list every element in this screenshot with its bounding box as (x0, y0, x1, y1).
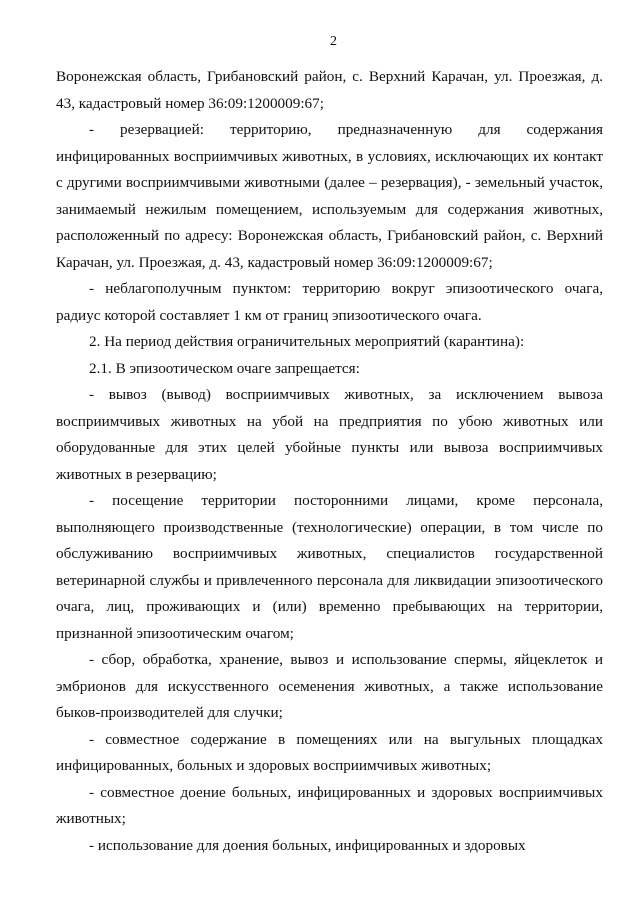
paragraph: - вывоз (вывод) восприимчивых животных, за исключением вывоза восприимчивых животных на убой на предприятия по убою животных или оборудованные для этих целей убойные пункты или вывоза восприимчивых животных в резервацию; (56, 386, 603, 483)
paragraph: - резервацией: территорию, предназначенную для содержания инфицированных восприимчивых животных, в условиях, исключающих их контакт с другими восприимчивыми животными (далее – резервация), - земельный участок, занимаемый нежилым помещением, используемым для содержания животных, расположенный по адресу: Воронежская область, Грибановский район, с. Верхний Карачан, ул. Проезжая, д. 43, кадастровый номер 36:09:1200009:67; (56, 121, 603, 271)
document-body (56, 64, 603, 859)
paragraph: 2. На период действия ограничительных мероприятий (карантина): (89, 333, 525, 350)
paragraph: - неблагополучным пунктом: территорию вокруг эпизоотического очага, радиус которой составляет 1 км от границ эпизоотического очага. (56, 280, 603, 324)
paragraph: - сбор, обработка, хранение, вывоз и использование спермы, яйцеклеток и эмбрионов для искусственного осеменения животных, а также использование быков-производителей для случки; (56, 651, 603, 721)
paragraph: - совместное содержание в помещениях или на выгульных площадках инфицированных, больных и здоровых восприимчивых животных; (56, 730, 603, 774)
paragraph: - совместное доение больных, инфицированных и здоровых восприимчивых животных; (56, 783, 603, 827)
page-number: 2 (330, 34, 337, 49)
paragraph: - использование для доения больных, инфицированных и здоровых (89, 836, 526, 854)
paragraph: Воронежская область, Грибановский район, с. Верхний Карачан, ул. Проезжая, д. 43, кадастровый номер 36:09:1200009:67; (56, 68, 603, 112)
paragraph: - посещение территории посторонними лицами, кроме персонала, выполняющего производственные (технологические) операции, в том числе по обслуживанию восприимчивых животных, специалистов государственной ветеринарной службы и привлеченного персонала для ликвидации эпизоотического очага, лиц, проживающих и (или) временно пребывающих на территории, признанной эпизоотическим очагом; (56, 492, 603, 642)
paragraph: 2.1. В эпизоотическом очаге запрещается: (89, 359, 360, 377)
